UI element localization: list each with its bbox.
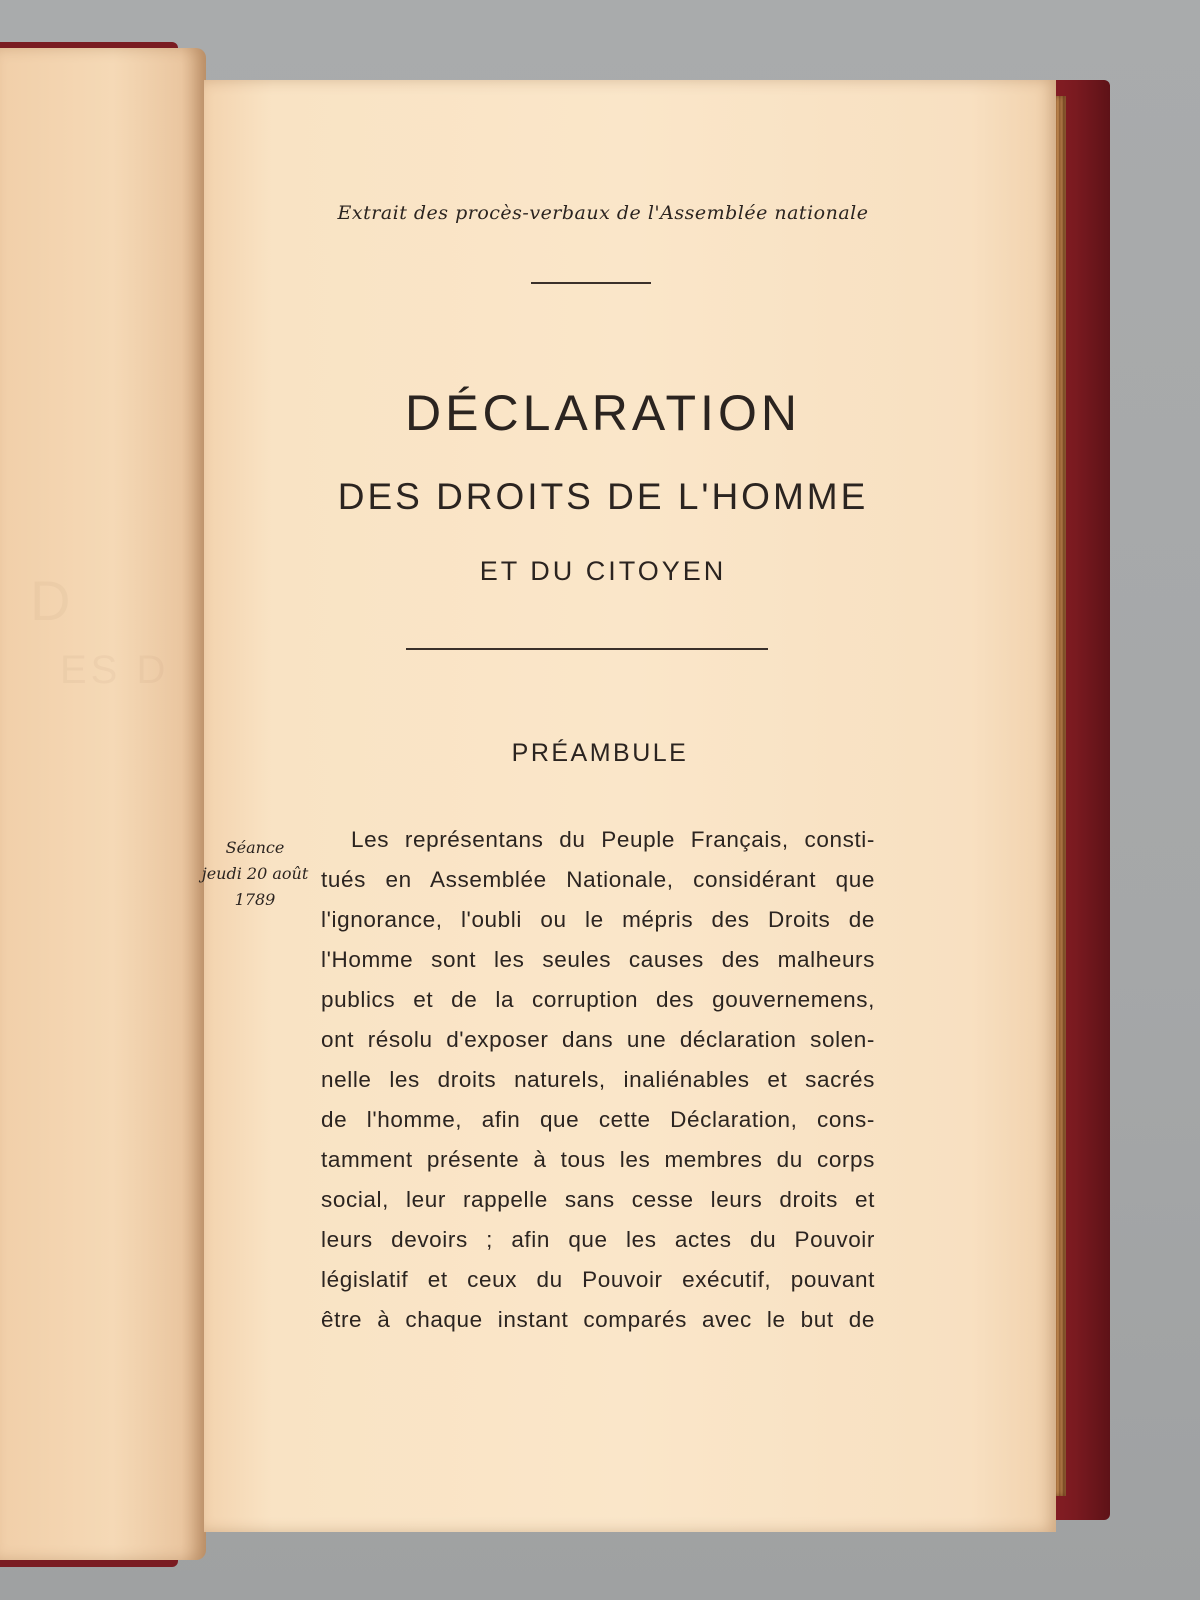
body-line: publics et de la corruption des gouvernemens,: [321, 987, 875, 1012]
body-line: être à chaque instant comparés avec le but de: [321, 1307, 875, 1332]
body-line: l'Homme sont les seules causes des malheurs: [321, 947, 875, 972]
body-paragraph: [321, 820, 875, 1340]
body-line: leurs devoirs ; afin que les actes du Pouvoir: [321, 1227, 875, 1252]
show-through-text: D: [30, 569, 75, 632]
short-rule: [531, 282, 651, 284]
body-line: tués en Assemblée Nationale, considérant que: [321, 867, 875, 892]
body-line: social, leur rappelle sans cesse leurs droits et: [321, 1187, 875, 1212]
left-page: [0, 48, 206, 1560]
body-line: l'ignorance, l'oubli ou le mépris des Droits de: [321, 907, 875, 932]
body-line: nelle les droits naturels, inaliénables et sacrés: [321, 1067, 875, 1092]
title-subtitle: DES DROITS DE L'HOMME: [337, 476, 869, 517]
body-line: ont résolu d'exposer dans une déclaration solen-: [321, 1027, 875, 1052]
title-subtitle-2: ET DU CITOYEN: [479, 556, 727, 586]
margin-note-line: Séance: [225, 838, 285, 857]
section-heading: PRÉAMBULE: [511, 739, 689, 767]
margin-note: [200, 835, 310, 913]
show-through-text: ES D: [60, 648, 170, 692]
long-rule: [406, 648, 768, 650]
margin-note-line: jeudi 20 août: [201, 864, 309, 883]
body-line: Les représentans du Peuple Français, consti-: [351, 827, 875, 852]
running-head: Extrait des procès-verbaux de l'Assemblée nationale: [337, 202, 869, 224]
body-line: tamment présente à tous les membres du corps: [321, 1147, 875, 1172]
margin-note-line: 1789: [234, 890, 276, 909]
body-line: de l'homme, afin que cette Déclaration, cons-: [321, 1107, 875, 1132]
body-line: législatif et ceux du Pouvoir exécutif, pouvant: [321, 1267, 875, 1292]
title-main: DÉCLARATION: [405, 385, 801, 441]
